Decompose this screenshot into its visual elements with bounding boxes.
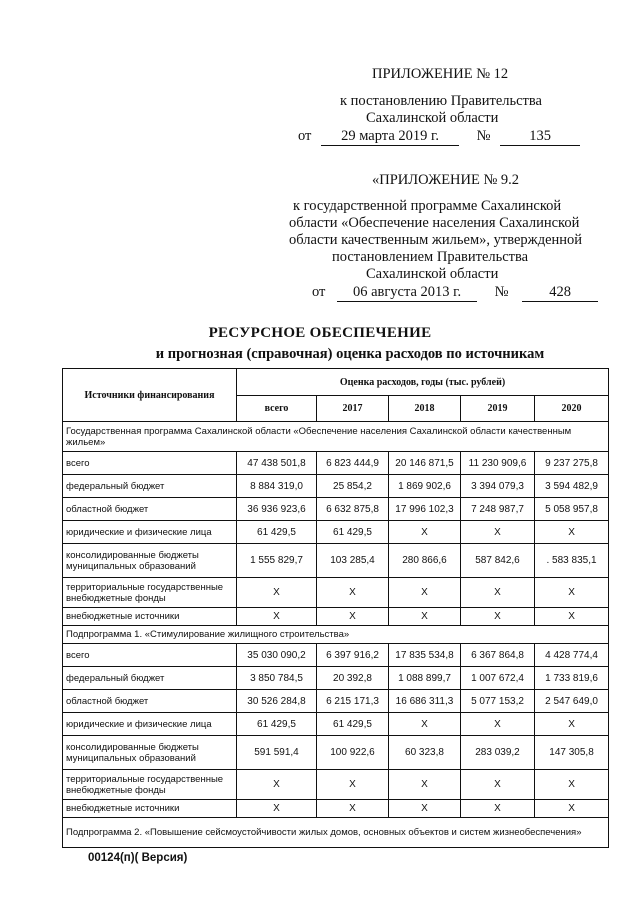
row-label: консолидированные бюджеты муниципальных образований bbox=[63, 544, 237, 578]
cell-value: 2 547 649,0 bbox=[535, 690, 609, 713]
cell-value: 35 030 090,2 bbox=[237, 644, 317, 667]
cell-value: X bbox=[535, 608, 609, 626]
row-label: территориальные государственные внебюджетные фонды bbox=[63, 578, 237, 608]
cell-value: . 583 835,1 bbox=[535, 544, 609, 578]
row-label: территориальные государственные внебюджетные фонды bbox=[63, 770, 237, 800]
section-title: Подпрограмма 2. «Повышение сейсмоустойчивости жилых домов, основных объектов и систем жизнеобеспечения» bbox=[63, 818, 609, 848]
decree-line-2: Сахалинской области bbox=[366, 110, 499, 126]
appendix2-line-5: Сахалинской области bbox=[366, 266, 499, 282]
resource-table bbox=[62, 368, 609, 848]
cell-value: X bbox=[389, 521, 461, 544]
row-label: внебюджетные источники bbox=[63, 800, 237, 818]
cell-value: X bbox=[535, 770, 609, 800]
header-source: Источники финансирования bbox=[63, 369, 237, 422]
cell-value: X bbox=[461, 578, 535, 608]
cell-value: X bbox=[535, 521, 609, 544]
cell-value: X bbox=[237, 800, 317, 818]
appendix2-line-3: области качественным жильем», утвержденной bbox=[289, 232, 583, 248]
section-title: Государственная программа Сахалинской области «Обеспечение населения Сахалинской области качественным жильем» bbox=[63, 422, 609, 452]
cell-value: 1 088 899,7 bbox=[389, 667, 461, 690]
section-title: Подпрограмма 1. «Стимулирование жилищного строительства» bbox=[63, 626, 609, 644]
header-estimate: Оценка расходов, годы (тыс. рублей) bbox=[237, 369, 609, 396]
cell-value: 1 733 819,6 bbox=[535, 667, 609, 690]
cell-value: 5 077 153,2 bbox=[461, 690, 535, 713]
cell-value: 17 835 534,8 bbox=[389, 644, 461, 667]
appendix-title: ПРИЛОЖЕНИЕ № 12 bbox=[372, 66, 509, 82]
cell-value: X bbox=[461, 713, 535, 736]
cell-value: X bbox=[389, 608, 461, 626]
cell-value: 7 248 987,7 bbox=[461, 498, 535, 521]
from-label: от bbox=[312, 284, 326, 300]
header-2020: 2020 bbox=[535, 396, 609, 422]
cell-value: X bbox=[389, 713, 461, 736]
cell-value: X bbox=[461, 770, 535, 800]
row-label: всего bbox=[63, 644, 237, 667]
decree-date: 29 марта 2019 г. bbox=[321, 128, 459, 146]
appendix2-line-4: постановлением Правительства bbox=[332, 249, 529, 265]
decree-date-row bbox=[298, 128, 580, 146]
cell-value: X bbox=[317, 800, 389, 818]
cell-value: 11 230 909,6 bbox=[461, 452, 535, 475]
row-label: юридические и физические лица bbox=[63, 521, 237, 544]
cell-value: 8 884 319,0 bbox=[237, 475, 317, 498]
cell-value: X bbox=[389, 800, 461, 818]
cell-value: 6 823 444,9 bbox=[317, 452, 389, 475]
from-label: от bbox=[298, 128, 312, 144]
cell-value: 17 996 102,3 bbox=[389, 498, 461, 521]
cell-value: 6 215 171,3 bbox=[317, 690, 389, 713]
row-label: внебюджетные источники bbox=[63, 608, 237, 626]
cell-value: 4 428 774,4 bbox=[535, 644, 609, 667]
cell-value: 1 555 829,7 bbox=[237, 544, 317, 578]
cell-value: X bbox=[535, 713, 609, 736]
row-label: юридические и физические лица bbox=[63, 713, 237, 736]
cell-value: X bbox=[237, 770, 317, 800]
cell-value: 3 850 784,5 bbox=[237, 667, 317, 690]
cell-value: 16 686 311,3 bbox=[389, 690, 461, 713]
number-label: № bbox=[494, 284, 509, 300]
row-label: областной бюджет bbox=[63, 498, 237, 521]
cell-value: 1 869 902,6 bbox=[389, 475, 461, 498]
cell-value: 60 323,8 bbox=[389, 736, 461, 770]
cell-value: 1 007 672,4 bbox=[461, 667, 535, 690]
row-label: всего bbox=[63, 452, 237, 475]
cell-value: 587 842,6 bbox=[461, 544, 535, 578]
row-label: федеральный бюджет bbox=[63, 667, 237, 690]
appendix2-line-1: к государственной программе Сахалинской bbox=[293, 198, 562, 214]
cell-value: 20 392,8 bbox=[317, 667, 389, 690]
cell-value: X bbox=[317, 770, 389, 800]
cell-value: X bbox=[389, 578, 461, 608]
cell-value: 61 429,5 bbox=[317, 713, 389, 736]
cell-value: 61 429,5 bbox=[237, 713, 317, 736]
cell-value: 103 285,4 bbox=[317, 544, 389, 578]
row-label: консолидированные бюджеты муниципальных образований bbox=[63, 736, 237, 770]
cell-value: 9 237 275,8 bbox=[535, 452, 609, 475]
cell-value: 6 397 916,2 bbox=[317, 644, 389, 667]
cell-value: X bbox=[237, 608, 317, 626]
cell-value: 283 039,2 bbox=[461, 736, 535, 770]
cell-value: X bbox=[461, 608, 535, 626]
header-2017: 2017 bbox=[317, 396, 389, 422]
cell-value: X bbox=[317, 608, 389, 626]
cell-value: 20 146 871,5 bbox=[389, 452, 461, 475]
appendix2-line-2: области «Обеспечение населения Сахалинской bbox=[289, 215, 580, 231]
decree-number: 135 bbox=[500, 128, 580, 146]
appendix2-date: 06 августа 2013 г. bbox=[337, 284, 477, 302]
cell-value: X bbox=[535, 578, 609, 608]
cell-value: 100 922,6 bbox=[317, 736, 389, 770]
cell-value: 3 594 482,9 bbox=[535, 475, 609, 498]
cell-value: X bbox=[237, 578, 317, 608]
cell-value: X bbox=[389, 770, 461, 800]
cell-value: 61 429,5 bbox=[237, 521, 317, 544]
cell-value: 36 936 923,6 bbox=[237, 498, 317, 521]
cell-value: 25 854,2 bbox=[317, 475, 389, 498]
row-label: областной бюджет bbox=[63, 690, 237, 713]
cell-value: 61 429,5 bbox=[317, 521, 389, 544]
cell-value: 147 305,8 bbox=[535, 736, 609, 770]
cell-value: X bbox=[317, 578, 389, 608]
document-code: 00124(п)( Версия) bbox=[88, 852, 188, 864]
row-label: федеральный бюджет bbox=[63, 475, 237, 498]
cell-value: 5 058 957,8 bbox=[535, 498, 609, 521]
page-title: РЕСУРСНОЕ ОБЕСПЕЧЕНИЕ bbox=[208, 325, 432, 341]
cell-value: 6 632 875,8 bbox=[317, 498, 389, 521]
header-total: всего bbox=[237, 396, 317, 422]
appendix2-title: «ПРИЛОЖЕНИЕ № 9.2 bbox=[372, 172, 520, 188]
cell-value: 280 866,6 bbox=[389, 544, 461, 578]
cell-value: 6 367 864,8 bbox=[461, 644, 535, 667]
decree-line-1: к постановлению Правительства bbox=[340, 93, 542, 109]
appendix2-date-row bbox=[312, 284, 598, 302]
cell-value: 47 438 501,8 bbox=[237, 452, 317, 475]
appendix2-number: 428 bbox=[522, 284, 598, 302]
page-subtitle: и прогнозная (справочная) оценка расходов по источникам bbox=[155, 346, 545, 362]
cell-value: 30 526 284,8 bbox=[237, 690, 317, 713]
cell-value: 591 591,4 bbox=[237, 736, 317, 770]
cell-value: X bbox=[535, 800, 609, 818]
header-2018: 2018 bbox=[389, 396, 461, 422]
cell-value: X bbox=[461, 521, 535, 544]
cell-value: 3 394 079,3 bbox=[461, 475, 535, 498]
number-label: № bbox=[476, 128, 491, 144]
cell-value: X bbox=[461, 800, 535, 818]
header-2019: 2019 bbox=[461, 396, 535, 422]
